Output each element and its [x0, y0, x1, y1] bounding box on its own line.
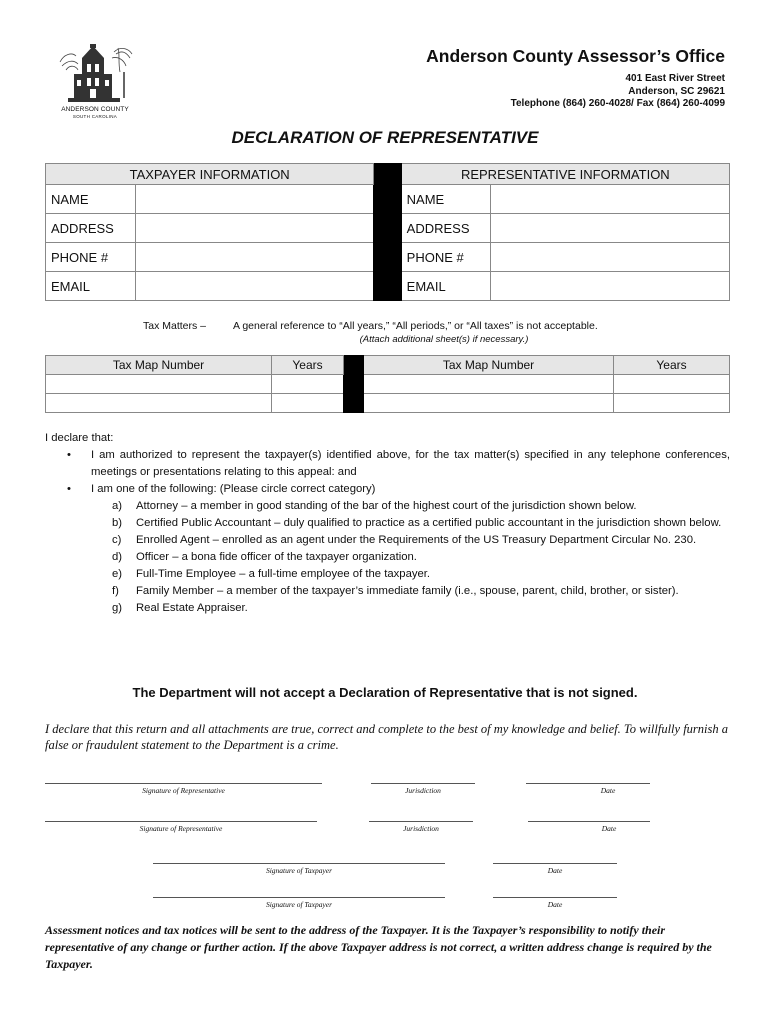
years-header: Years: [272, 356, 344, 375]
years-cell[interactable]: [614, 375, 730, 394]
rep-phone-field[interactable]: [491, 243, 730, 272]
date-caption: Date: [547, 866, 563, 875]
divider-bar: [344, 356, 364, 413]
option-b[interactable]: [45, 515, 730, 532]
office-header: [426, 46, 725, 111]
signature-notice: The Department will not accept a Declaration of Representative that is not signed.: [132, 685, 638, 700]
option-c[interactable]: [45, 532, 730, 549]
footer-notice: Assessment notices and tax notices will be sent to the address of the Taxpayer. It is the Taxpayer’s responsibility to notify their representative of any change or further action. If the above Taxpayer address is not correct, a written address change is required by the Taxpayer.: [45, 923, 712, 971]
rep-email-field[interactable]: [491, 272, 730, 301]
option-letter: e): [112, 568, 123, 580]
taxpayer-name-field[interactable]: [135, 185, 374, 214]
page-title: DECLARATION OF REPRESENTATIVE: [231, 128, 539, 147]
jurisdiction-1[interactable]: [371, 772, 475, 795]
taxpayer-phone-label: PHONE #: [46, 243, 136, 272]
tax-matters-label: Tax Matters –: [143, 320, 207, 332]
option-f[interactable]: [45, 583, 730, 600]
years-cell[interactable]: [272, 375, 344, 394]
option-text: Attorney – a member in good standing of the bar of the highest court of the jurisdiction shown below.: [136, 500, 637, 512]
declaration-intro: I declare that:: [45, 432, 114, 444]
option-letter: a): [112, 500, 123, 512]
signature-caption: Signature of Taxpayer: [265, 900, 333, 909]
option-letter: d): [112, 551, 123, 563]
taxpayer-email-field[interactable]: [135, 272, 374, 301]
taxpayer-name-label: NAME: [46, 185, 136, 214]
jurisdiction-2[interactable]: [369, 810, 473, 833]
date-line[interactable]: [526, 772, 650, 784]
logo-state-name: SOUTH CAROLINA: [72, 114, 118, 119]
rep-address-field[interactable]: [491, 214, 730, 243]
jurisdiction-caption: Jurisdiction: [403, 824, 439, 833]
taxpayer-address-field[interactable]: [135, 214, 374, 243]
option-a[interactable]: [45, 498, 730, 515]
courthouse-icon: [54, 44, 136, 106]
jurisdiction-line[interactable]: [369, 810, 473, 822]
taxpayer-phone-field[interactable]: [135, 243, 374, 272]
office-phone: Telephone (864) 260-4028/ Fax (864) 260-4099: [510, 98, 725, 109]
date-caption: Date: [547, 900, 563, 909]
option-letter: g): [112, 602, 123, 614]
taxpayer-signature-1[interactable]: [153, 852, 445, 875]
rep-address-label: ADDRESS: [401, 214, 491, 243]
taxpayer-signature-2[interactable]: [153, 886, 445, 909]
date-line[interactable]: [493, 886, 617, 898]
bullet-text: I am authorized to represent the taxpayer(s) identified above, for the tax matter(s) specified in any telephone conferences, meetings or presentations relating to this appeal: and: [91, 449, 730, 478]
date-1[interactable]: [526, 772, 650, 795]
declaration-section: [45, 430, 730, 617]
option-text: Certified Public Accountant – duly qualified to practice as a certified public accountant in the jurisdiction shown below.: [136, 517, 722, 529]
years-cell[interactable]: [272, 394, 344, 413]
representative-info-header: REPRESENTATIVE INFORMATION: [401, 164, 729, 185]
info-table: [45, 163, 730, 301]
office-street: 401 East River Street: [625, 73, 725, 84]
date-caption: Date: [600, 786, 616, 795]
taxpayer-date-1[interactable]: [493, 852, 617, 875]
date-caption: Date: [601, 824, 617, 833]
taxpayer-email-label: EMAIL: [46, 272, 136, 301]
office-name: Anderson County Assessor’s Office: [426, 46, 725, 66]
date-line[interactable]: [493, 852, 617, 864]
signature-line[interactable]: [153, 852, 445, 864]
option-g[interactable]: [45, 600, 730, 617]
tax-map-number-header: Tax Map Number: [46, 356, 272, 375]
tax-map-cell[interactable]: [364, 375, 614, 394]
bullet-icon: •: [67, 449, 71, 461]
rep-signature-2[interactable]: [45, 810, 317, 833]
taxpayer-info-header: TAXPAYER INFORMATION: [46, 164, 374, 185]
jurisdiction-line[interactable]: [371, 772, 475, 784]
option-text: Family Member – a member of the taxpayer’s immediate family (i.e., spouse, parent, child, brother, or sister).: [136, 585, 679, 597]
rep-email-label: EMAIL: [401, 272, 491, 301]
signature-caption: Signature of Representative: [139, 824, 223, 833]
bullet-text: I am one of the following: (Please circle correct category): [91, 483, 376, 495]
option-d[interactable]: [45, 549, 730, 566]
option-text: Officer – a bona fide officer of the taxpayer organization.: [136, 551, 417, 563]
option-text: Enrolled Agent – enrolled as an agent under the Requirements of the US Treasury Department Circular No. 230.: [136, 534, 697, 546]
years-cell[interactable]: [614, 394, 730, 413]
tax-map-cell[interactable]: [46, 394, 272, 413]
taxpayer-date-2[interactable]: [493, 886, 617, 909]
signature-caption: Signature of Representative: [142, 786, 225, 795]
years-header-2: Years: [614, 356, 730, 375]
jurisdiction-caption: Jurisdiction: [405, 786, 441, 795]
tax-map-cell[interactable]: [364, 394, 614, 413]
attach-note: (Attach additional sheet(s) if necessary.): [359, 334, 529, 345]
signature-line[interactable]: [45, 810, 317, 822]
date-2[interactable]: [528, 810, 650, 833]
option-letter: f): [112, 585, 119, 597]
rep-name-field[interactable]: [491, 185, 730, 214]
bullet-icon: •: [67, 483, 71, 495]
option-letter: b): [112, 517, 123, 529]
option-text: Real Estate Appraiser.: [136, 602, 248, 614]
taxpayer-address-label: ADDRESS: [46, 214, 136, 243]
date-line[interactable]: [528, 810, 650, 822]
tax-map-table: [45, 355, 730, 413]
tax-map-cell[interactable]: [46, 375, 272, 394]
rep-name-label: NAME: [401, 185, 491, 214]
tax-matters-text: A general reference to “All years,” “All periods,” or “All taxes” is not acceptable.: [233, 320, 598, 332]
bullet-item: [45, 481, 730, 498]
signature-line[interactable]: [45, 772, 322, 784]
bullet-item: [45, 447, 730, 481]
option-e[interactable]: [45, 566, 730, 583]
perjury-statement: I declare that this return and all attachments are true, correct and complete to the best of my knowledge and belief. To willfully furnish a false or fraudulent statement to the Department is a crime.: [45, 722, 729, 752]
signature-caption: Signature of Taxpayer: [265, 866, 333, 875]
rep-phone-label: PHONE #: [401, 243, 491, 272]
divider-bar: [374, 164, 401, 301]
office-city: Anderson, SC 29621: [628, 85, 725, 97]
signature-line[interactable]: [153, 886, 445, 898]
option-letter: c): [112, 534, 122, 546]
rep-signature-1[interactable]: [45, 772, 322, 795]
tax-map-number-header-2: Tax Map Number: [364, 356, 614, 375]
logo-county-name: ANDERSON COUNTY: [61, 106, 129, 113]
option-text: Full-Time Employee – a full-time employee of the taxpayer.: [136, 568, 431, 580]
